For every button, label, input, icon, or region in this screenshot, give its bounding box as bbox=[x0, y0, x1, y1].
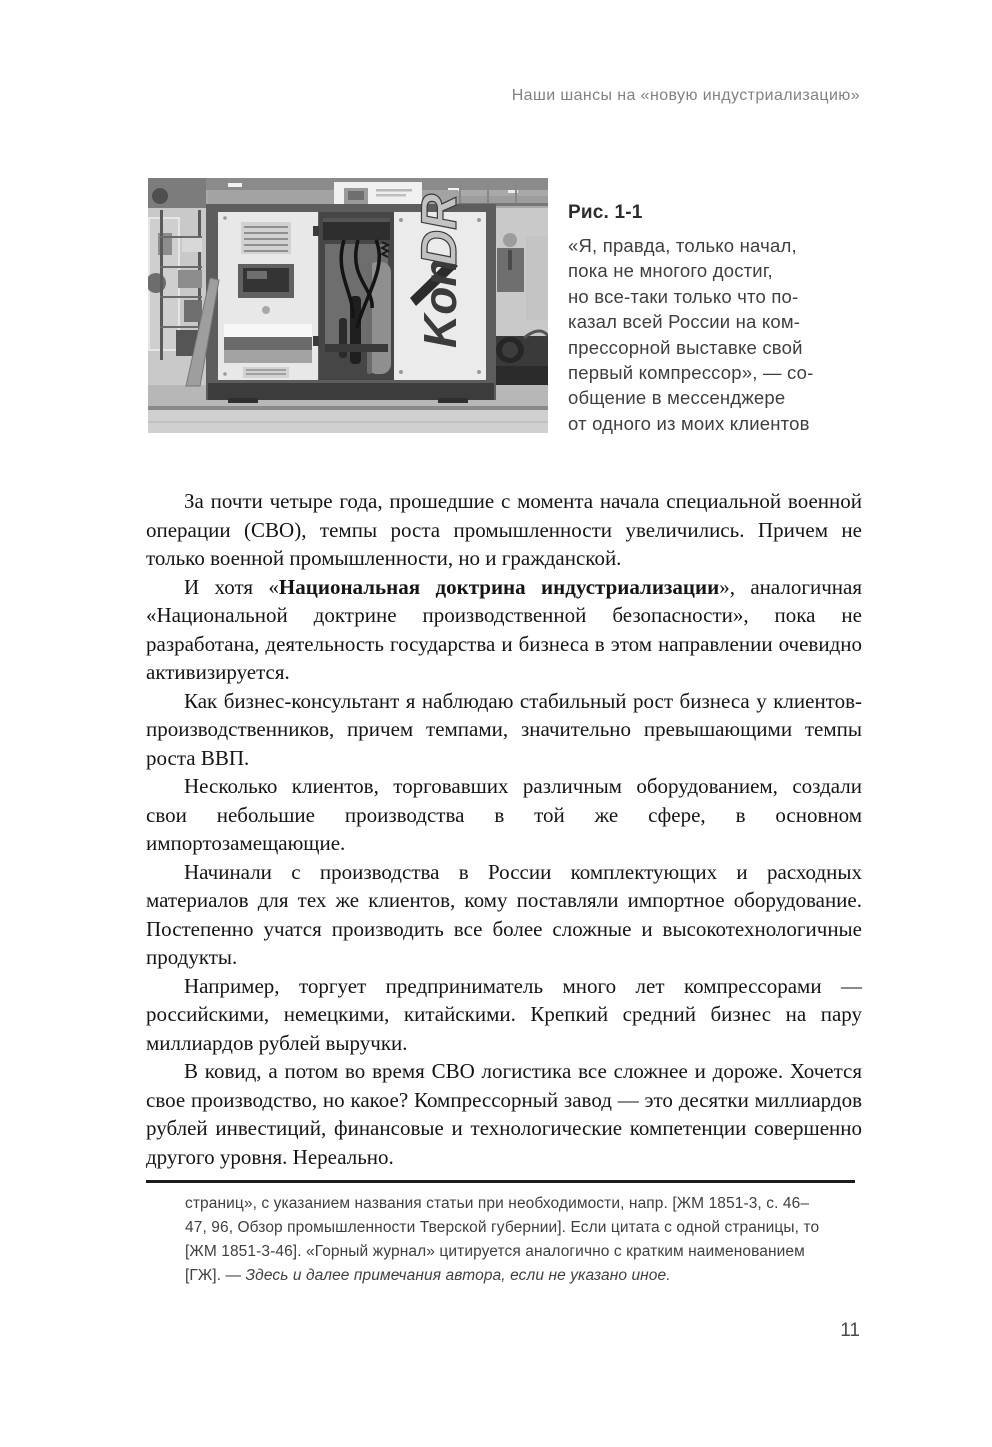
caption-line: казал всей России на ком- bbox=[568, 311, 801, 333]
caption-line: пока не многого достиг, bbox=[568, 260, 773, 282]
caption-line: общение в мессенджере bbox=[568, 387, 786, 409]
figure-photo bbox=[148, 178, 548, 433]
footnote-italic: Здесь и далее примечания автора, если не указано иное. bbox=[245, 1267, 671, 1284]
paragraph-text: », аналогичная «Национальной доктрине производственной безопасности», пока не разработана, деятельность государства и бизнеса в этом направлении очевидно активизируется. bbox=[146, 574, 862, 684]
body-text bbox=[146, 487, 862, 1171]
figure-block bbox=[148, 178, 868, 436]
paragraph: В ковид, а потом во время СВО логистика все сложнее и дороже. Хочется свое производство, но какое? Компрессорный завод — это десятки миллиардов рублей инвестиций, финансовые и технологические компетенции совершенно другого уровня. Нереально. bbox=[146, 1059, 862, 1169]
footnote-rule bbox=[146, 1180, 855, 1183]
paragraph-text: И хотя « bbox=[184, 574, 279, 599]
kondr-logo-kon: Kon bbox=[414, 258, 466, 348]
caption-line: первый компрессор», — со- bbox=[568, 362, 814, 384]
paragraph: Например, торгует предприниматель много лет компрессорами — российскими, немецкими, китайскими. Крепкий средний бизнес на пару миллиардов рублей выручки. bbox=[146, 973, 862, 1055]
figure-label: Рис. 1-1 bbox=[568, 202, 643, 223]
bold-phrase: Национальная доктрина индустриализации bbox=[278, 574, 720, 599]
caption-line: от одного из моих клиентов bbox=[568, 412, 810, 434]
caption-line: прессорной выставке свой bbox=[568, 336, 803, 358]
caption-line: «Я, правда, только начал, bbox=[568, 235, 797, 256]
paragraph: Как бизнес-консультант я наблюдаю стабильный рост бизнеса у клиентов-производственников, причем темпами, значительно превышающими темпы роста ВВП. bbox=[146, 688, 862, 770]
running-head: Наши шансы на «новую индустриализацию» bbox=[511, 87, 860, 104]
caption-line: но все-таки только что по- bbox=[568, 285, 799, 307]
paragraph: Несколько клиентов, торговавших различным оборудованием, создали свои небольшие производства в той же сфере, в основном импортозамещающие. bbox=[146, 774, 862, 855]
compressor-photo-illustration bbox=[148, 178, 548, 433]
paragraph: За почти четыре года, прошедшие с момента начала специальной военной операции (СВО), темпы роста промышленности увеличились. Причем не только военной промышленности, но и гражданской. bbox=[146, 489, 862, 570]
footnote bbox=[185, 1192, 827, 1288]
kondr-logo bbox=[411, 194, 467, 348]
kondr-logo-dr: DR bbox=[411, 193, 467, 266]
paragraph bbox=[146, 573, 862, 687]
page-number: 11 bbox=[840, 1320, 860, 1341]
paragraph: Начинали с производства в России комплектующих и расходных материалов для тех же клиентов, кому поставляли импортное оборудование. Постепенно учатся производить все более сложные и высокотехнологичные продукты. bbox=[146, 859, 862, 969]
footnote-text: страниц», с указанием названия статьи при необходимости, напр. [ЖМ 1851-3, с. 46–47, 96, Обзор промышленности Тверской губернии]. Если цитата с одной страницы, то [ЖМ 1851-3-46]. «Горный журнал» цитируется аналогично с кратким наименованием [ГЖ]. — bbox=[185, 1195, 820, 1284]
figure-caption bbox=[568, 202, 868, 436]
